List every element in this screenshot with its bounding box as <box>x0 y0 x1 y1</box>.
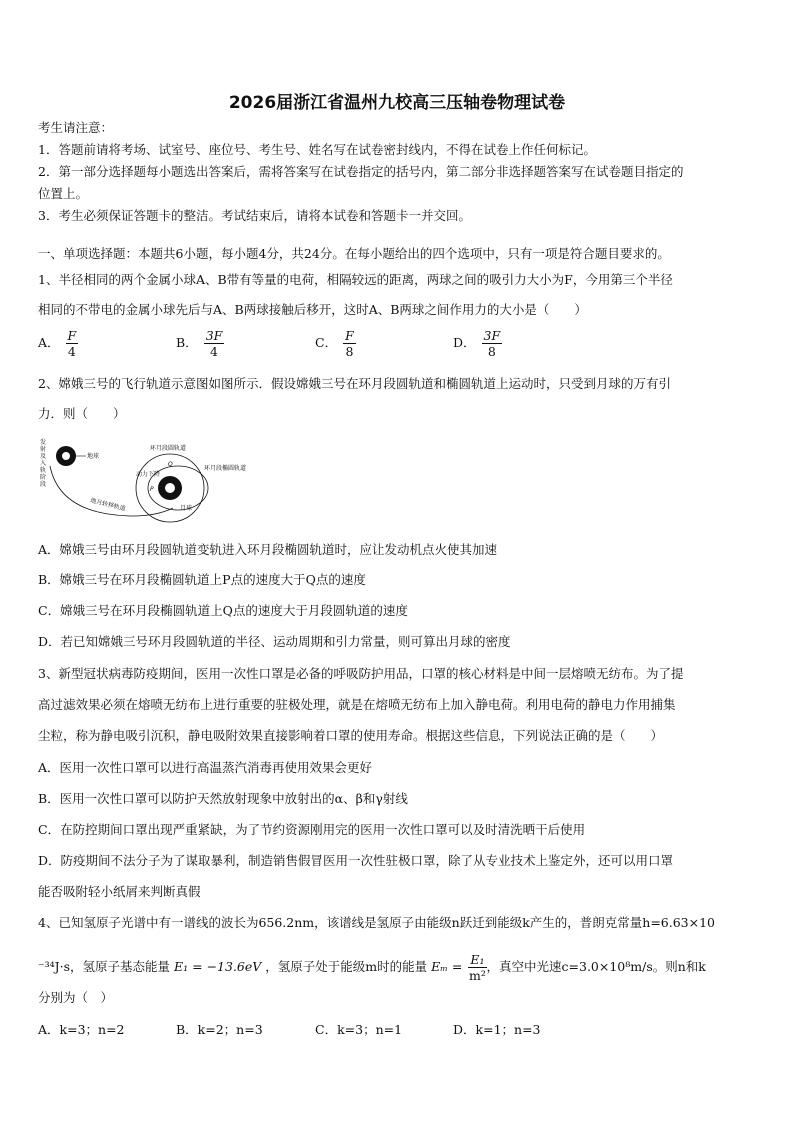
notice-header: 考生请注意： <box>38 120 114 135</box>
earth-label: 地球 <box>87 453 100 460</box>
q4-text: ，真空中光速c=3.0×10⁸m/s。则n和k <box>486 959 706 974</box>
elliptic-orbit-label: 环月段椭圆轨道 <box>204 465 247 472</box>
option-letter: B． <box>176 335 198 350</box>
point-q-label: Q <box>168 461 173 468</box>
q2-stem-line: 力．则（ ） <box>38 406 126 421</box>
q3-stem-line: 尘粒，称为静电吸引沉积，静电吸附效果直接影响着口罩的使用寿命。根据这些信息，下列说法正确的是（ ） <box>38 728 664 743</box>
point-p-label: P <box>150 486 154 493</box>
q3-stem-line: 高过滤效果必须在熔喷无纺布上进行重要的驻极处理，就是在熔喷无纺布上加入静电荷。利用电荷的静电力作用捕集 <box>38 697 676 712</box>
q4-option-d: D．k=1；n=3 <box>453 1022 541 1037</box>
q4-text: ，氢原子处于能级m时的能量 <box>265 959 428 974</box>
numerator: 3F <box>483 328 501 343</box>
numerator: E₁ <box>470 952 485 967</box>
orbit-diagram <box>38 436 270 528</box>
q3-option-d-continued: 能否吸附轻小纸屑来判断真假 <box>38 884 201 899</box>
launch-label: 发射及入轨阶段 <box>40 439 47 488</box>
q1-option-d <box>453 328 502 359</box>
q4-stem-line: 4、已知氢原子光谱中有一谱线的波长为656.2nm，该谱线是氢原子由能级n跃迁到能级k产生的，普朗克常量h=6.63×10 <box>38 915 716 930</box>
denominator: 4 <box>210 344 218 359</box>
denominator: 8 <box>345 344 354 359</box>
moon-label: 月球 <box>180 505 193 512</box>
notice-item: 3．考生必须保证答题卡的整洁。考试结束后，请将本试卷和答题卡一并交回。 <box>38 208 471 223</box>
level-energy-lhs: Eₘ = <box>431 959 463 974</box>
denominator: m² <box>469 968 486 983</box>
section-heading: 一、单项选择题：本题共6小题，每小题4分，共24分。在每小题给出的四个选项中，只有一项是符合题目要求的。 <box>38 246 670 261</box>
option-letter: A． <box>38 335 60 350</box>
q2-option-d: D．若已知嫦娥三号环月段圆轨道的半径、运动周期和引力常量，则可算出月球的密度 <box>38 634 511 649</box>
q3-option-b: B．医用一次性口罩可以防护天然放射现象中放射出的α、β和γ射线 <box>38 791 408 806</box>
q2-option-c: C．嫦娥三号在环月段椭圆轨道上Q点的速度大于月段圆轨道的速度 <box>38 603 408 618</box>
notice-item: 位置上。 <box>38 186 89 201</box>
notice-item: 2．第一部分选择题每小题选出答案后，需将答案写在试卷指定的括号内，第二部分非选择题答案写在试卷题目指定的 <box>38 164 684 179</box>
fraction <box>482 328 503 359</box>
q3-option-d: D．防疫期间不法分子为了谋取暴利，制造销售假冒医用一次性驻极口罩，除了从专业技术上鉴定外，还可以用口罩 <box>38 853 674 868</box>
q2-stem-line: 2、嫦娥三号的飞行轨道示意图如图所示．假设嫦娥三号在环月段圆轨道和椭圆轨道上运动时，只受到月球的万有引 <box>38 376 671 391</box>
fraction <box>343 328 356 359</box>
q1-stem-line: 1、半径相同的两个金属小球A、B带有等量的电荷，相隔较远的距离，两球之间的吸引力大小为F，今用第三个半径 <box>38 272 673 287</box>
q1-option-c <box>315 328 356 359</box>
q4-stem-line <box>38 952 706 983</box>
q1-option-a <box>38 328 78 359</box>
denominator: 8 <box>487 344 496 359</box>
numerator: F <box>67 328 77 343</box>
fraction <box>66 328 79 359</box>
q3-stem-line: 3、新型冠状病毒防疫期间，医用一次性口罩是必备的呼吸防护用品，口罩的核心材料是中间一层熔喷无纺布。为了提 <box>38 666 684 681</box>
denominator: 4 <box>67 344 76 359</box>
circular-orbit-label: 环月段圆轨道 <box>150 445 187 452</box>
q2-option-a: A．嫦娥三号由环月段圆轨道变轨进入环月段椭圆轨道时，应让发动机点火使其加速 <box>38 542 498 557</box>
transfer-orbit-label: 地月转移轨道 <box>89 497 127 513</box>
option-letter: C． <box>315 335 338 350</box>
q2-option-b: B．嫦娥三号在环月段椭圆轨道上P点的速度大于Q点的速度 <box>38 572 366 587</box>
q4-option-a: A．k=3；n=2 <box>38 1022 125 1037</box>
q4-option-c: C．k=3；n=1 <box>315 1022 403 1037</box>
powered-descent-label: 动力下降 <box>136 471 161 478</box>
moon-core <box>165 483 175 493</box>
q4-stem-line: 分别为（ ） <box>38 990 114 1005</box>
numerator: 3F <box>205 328 223 343</box>
earth-core <box>62 452 70 460</box>
option-letter: D． <box>453 335 476 350</box>
ground-energy-formula: E₁ = −13.6eV <box>174 959 262 974</box>
numerator: F <box>345 328 354 343</box>
q3-option-c: C．在防控期间口罩出现严重紧缺，为了节约资源刚用完的医用一次性口罩可以及时清洗晒干后使用 <box>38 822 586 837</box>
level-energy-fraction <box>468 952 486 983</box>
notice-item: 1．答题前请将考场、试室号、座位号、考生号、姓名写在试卷密封线内，不得在试卷上作任何标记。 <box>38 142 596 157</box>
q1-option-b <box>176 328 224 359</box>
q1-stem-line: 相同的不带电的金属小球先后与A、B两球接触后移开，这时A、B两球之间作用力的大小是（ ） <box>38 302 587 317</box>
q4-text: ⁻³⁴J·s，氢原子基态能量 <box>38 959 171 974</box>
fraction <box>204 328 225 359</box>
page-title: 2026届浙江省温州九校高三压轴卷物理试卷 <box>228 93 566 113</box>
q4-option-b: B．k=2；n=3 <box>176 1022 263 1037</box>
q3-option-a: A．医用一次性口罩可以进行高温蒸汽消毒再使用效果会更好 <box>38 760 373 775</box>
